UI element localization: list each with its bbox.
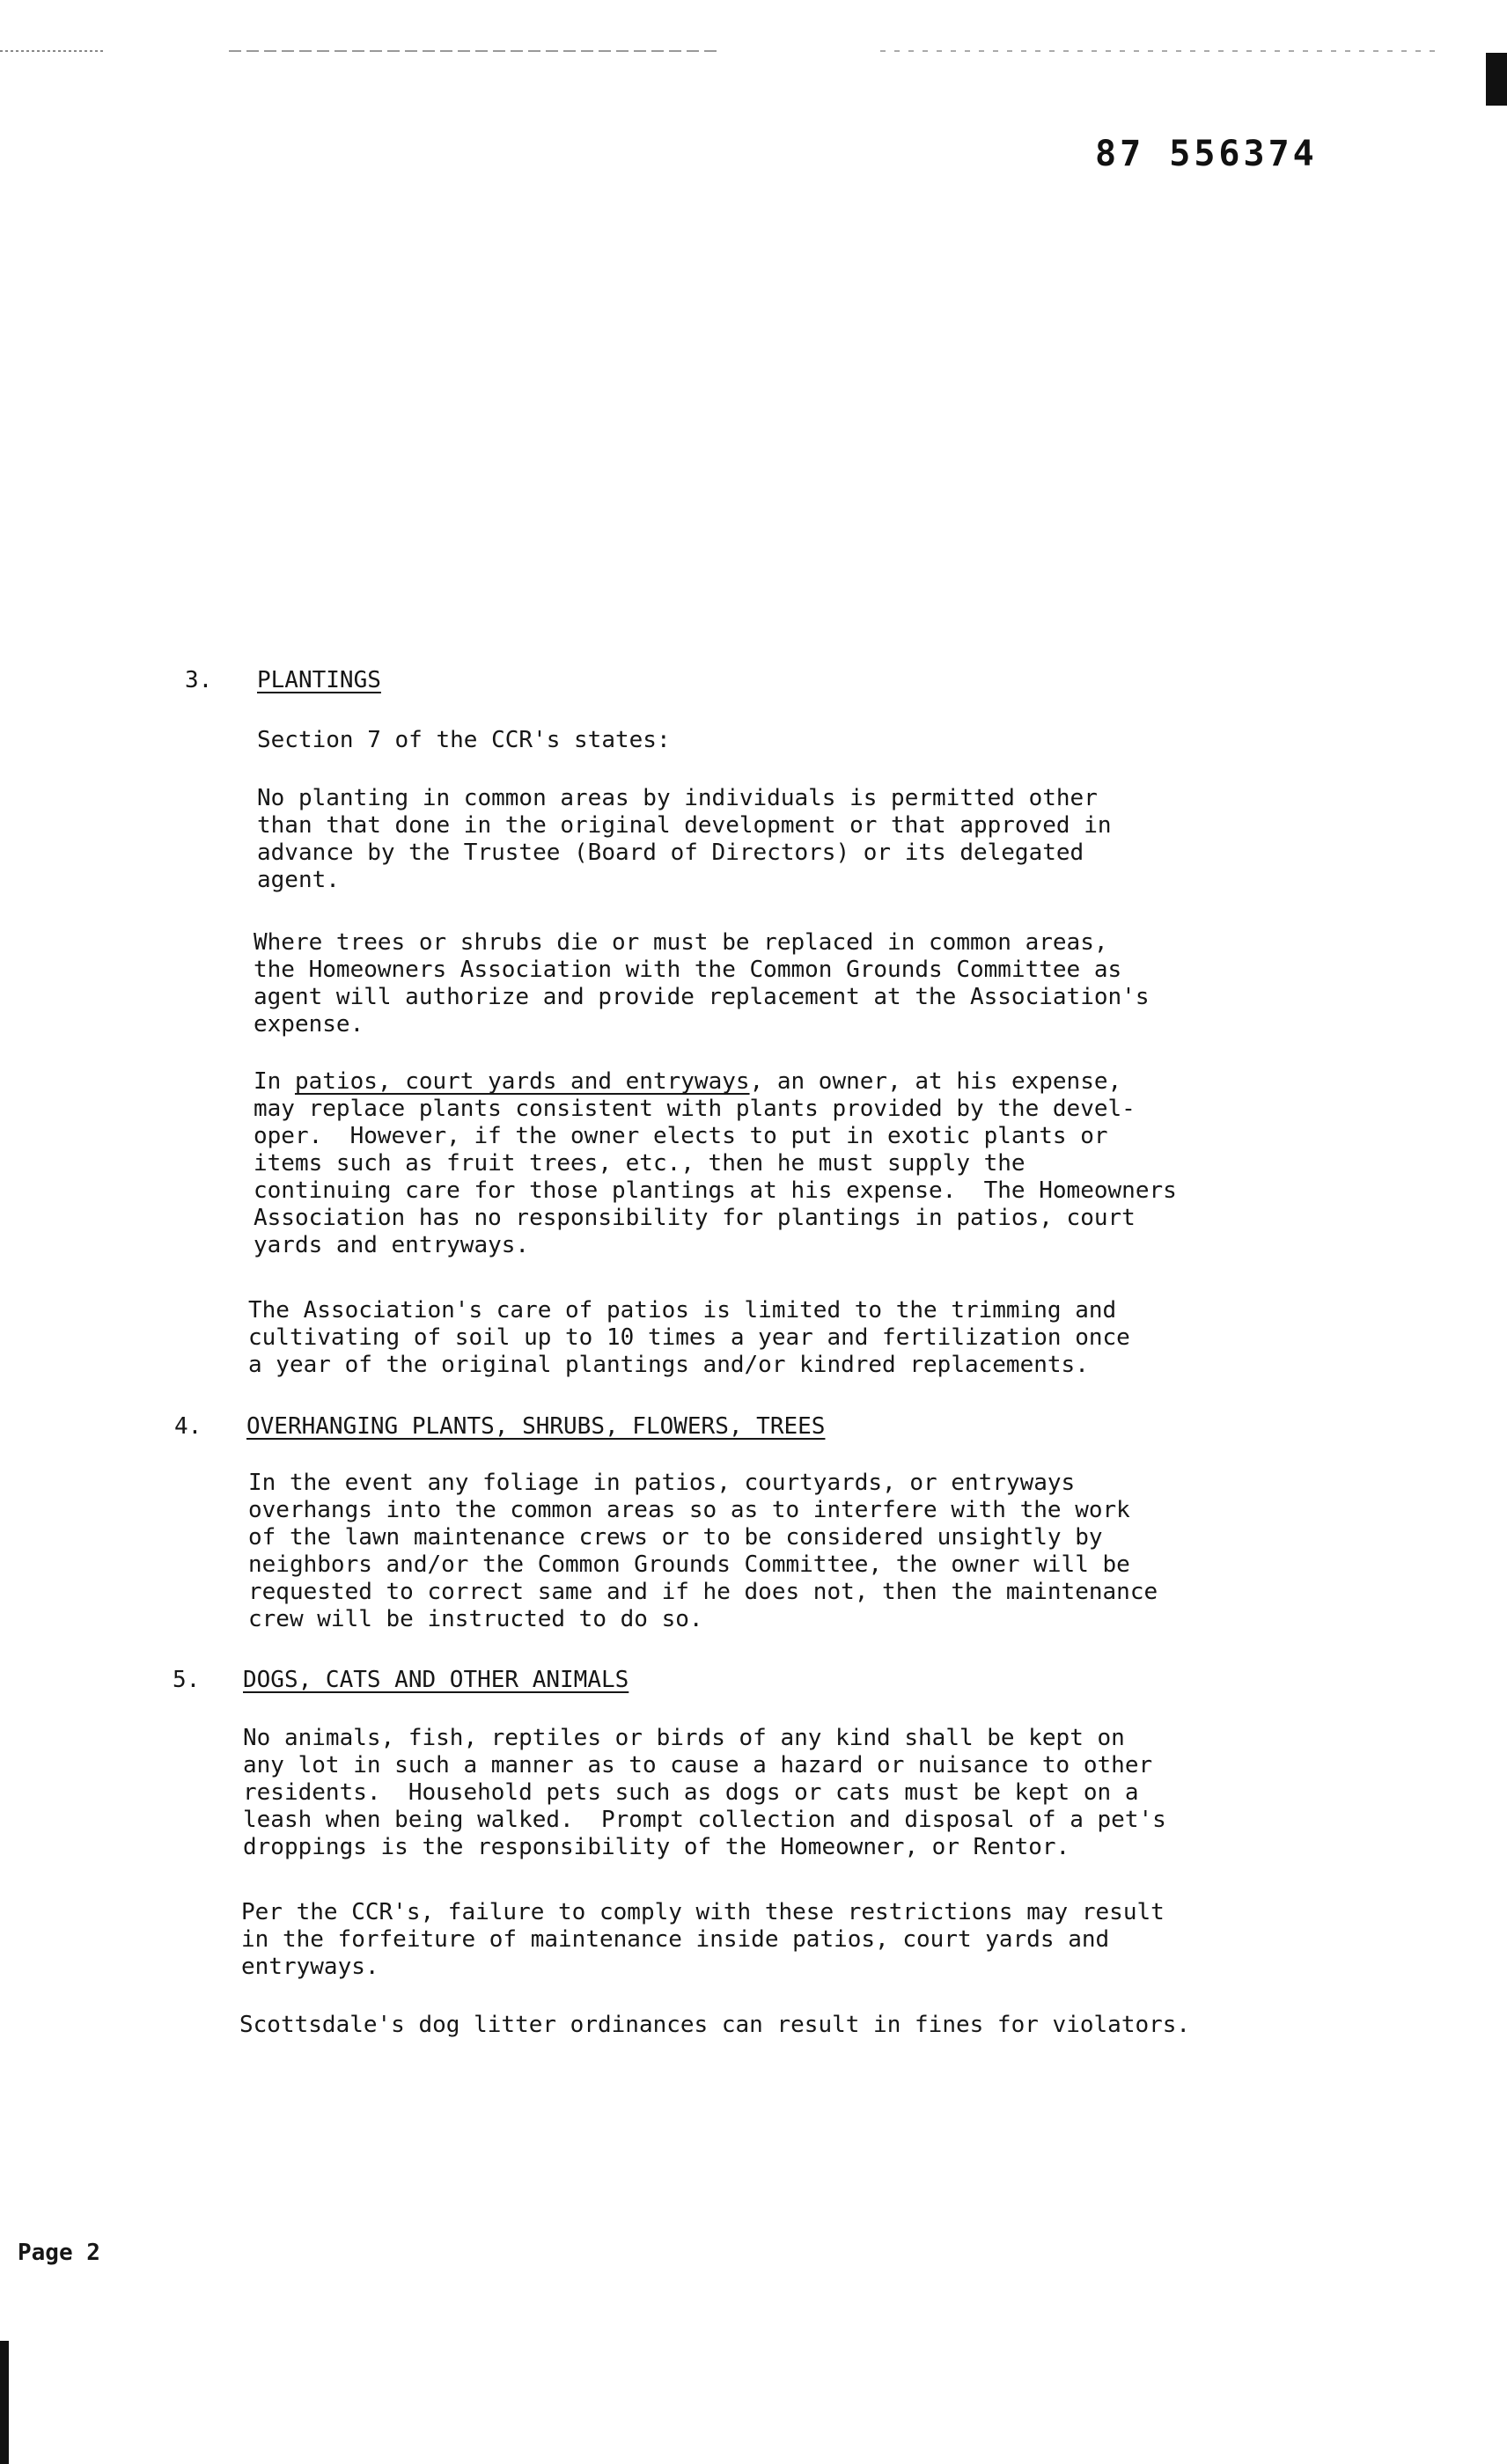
page-number: Page 2 <box>18 2240 100 2266</box>
paragraph-patios <box>254 1068 1177 1259</box>
section-header <box>174 1413 1213 1445</box>
patios-prefix: In <box>254 1068 295 1095</box>
scan-noise-top <box>0 0 1507 53</box>
section-title: OVERHANGING PLANTS, SHRUBS, FLOWERS, TREES <box>246 1413 826 1440</box>
paragraph-replacement: Where trees or shrubs die or must be replaced in common areas, the Homeowners Association with the Common Grounds Committee as agent will authorize and provide replacement at the Association's expense. <box>254 929 1150 1038</box>
scan-edge-bottom <box>0 2341 9 2464</box>
paragraph-association-care: The Association's care of patios is limited to the trimming and cultivating of soil up to 10 times a year and fertilization once a year of the original plantings and/or kindred replacements. <box>248 1297 1130 1378</box>
section-number: 5. <box>173 1667 201 1693</box>
section-intro: Section 7 of the CCR's states: <box>257 727 671 753</box>
section-number: 4. <box>174 1413 202 1440</box>
paragraph-no-animals: No animals, fish, reptiles or birds of any kind shall be kept on any lot in such a manner as to cause a hazard or nuisance to other residents. Household pets such as dogs or cats must be kept on a leash when being walked. Prompt collection and disposal of a pet's droppings is the responsibility of the Homeowner, or Rentor. <box>243 1725 1166 1860</box>
section-title: DOGS, CATS AND OTHER ANIMALS <box>243 1667 629 1693</box>
paragraph-no-planting: No planting in common areas by individuals is permitted other than that done in the original development or that approved in advance by the Trustee (Board of Directors) or its delegated agent. <box>257 785 1112 893</box>
section-animals <box>173 1667 1211 1698</box>
section-number: 3. <box>185 667 213 693</box>
section-overhanging <box>174 1413 1213 1445</box>
paragraph-dog-litter: Scottsdale's dog litter ordinances can result in fines for violators. <box>239 2012 1191 2038</box>
section-header <box>173 1667 1211 1698</box>
scan-edge-right <box>1486 53 1507 106</box>
section-header <box>185 667 1224 699</box>
patios-underlined-phrase: patios, court yards and entryways <box>294 1068 750 1095</box>
section-title: PLANTINGS <box>257 667 381 693</box>
paragraph-ccr-failure: Per the CCR's, failure to comply with these restrictions may result in the forfeiture of maintenance inside patios, court yards and entryways. <box>241 1899 1165 1980</box>
paragraph-foliage: In the event any foliage in patios, courtyards, or entryways overhangs into the common areas so as to interfere with the work of the lawn maintenance crews or to be considered unsightly by neighbors and/or the Common Grounds Committee, the owner will be requested to correct same and if he does not, then the maintenance crew will be instructed to do so. <box>248 1470 1158 1632</box>
section-plantings <box>185 667 1224 699</box>
document-number: 87 556374 <box>1095 134 1318 174</box>
patios-rest: , an owner, at his expense, may replace plants consistent with plants provided by the devel- oper. However, if the owner elects to put in exotic plants or items such as fruit trees, etc., then he must supply the continuing care for those plantings at his expense. The Homeowners Association has no responsibility for plantings in patios, court yards and entryways. <box>254 1068 1177 1258</box>
